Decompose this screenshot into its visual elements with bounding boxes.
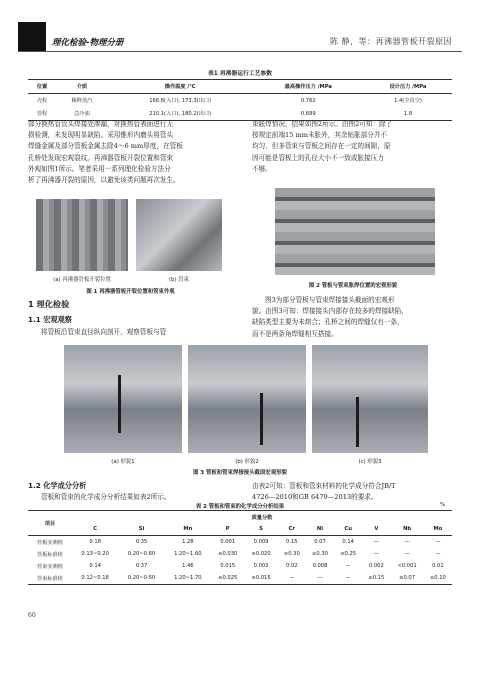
figure1a-subcaption: (a) 再沸器管板开裂位置: [53, 277, 111, 283]
table-row: [28, 94, 452, 108]
text-line: 均匀，但多管束与管板之间存在一定的间隙，原: [252, 142, 391, 151]
table2-cell: 0.001: [220, 539, 236, 545]
table1-header: 最高操作压力 /MPa: [284, 84, 332, 90]
table-row: [28, 560, 452, 572]
body-paragraph-left-1: [28, 119, 233, 186]
table2-cell: <0.001: [397, 563, 417, 569]
header-rule: [18, 51, 462, 52]
table2-cell: —: [435, 551, 441, 557]
table2-cell: 0.14: [89, 563, 101, 569]
text-line: 貌。由图3可知：焊接接头内部存在较多的焊接缺陷，: [252, 307, 408, 316]
figure3a-photo: [64, 345, 182, 453]
table2-cell: 0.009: [253, 539, 269, 545]
table1-header: 位置: [36, 84, 48, 90]
table2-caption: 表 2 管板和管束的化学成分分析结果: [195, 504, 285, 510]
crack-mark: [118, 375, 121, 433]
table2-cell: —: [345, 575, 351, 581]
table2-cell: 管束标准值: [37, 575, 63, 582]
table2-cell: ≤0.030: [218, 551, 238, 557]
table2-cell: 1.28: [182, 539, 194, 545]
body-paragraph-right-1: [252, 119, 454, 175]
text-line: 由表2可知：管板和管束材料的化学成分符合JB/T: [252, 482, 396, 490]
figure3c-photo: [312, 345, 428, 453]
text-line: 不够。: [252, 164, 272, 173]
table2-cell: ≤0.025: [218, 575, 238, 581]
figure3c-subcaption: (c) 形貌3: [358, 459, 382, 465]
figure1a-photo: [36, 199, 128, 271]
table2-cell: —: [373, 539, 379, 545]
running-header: 陈 静，等：再沸器管板开裂原因: [329, 37, 452, 46]
table2-cell: ≤0.07: [399, 575, 416, 581]
table2-cell: 0.12~0.18: [81, 575, 109, 581]
figure1-caption: 图 1 再沸器管板开裂位置和管束外观: [86, 289, 175, 295]
figure3a-subcaption: (a) 形貌1: [111, 459, 135, 465]
table2-cell: ≤0.020: [251, 551, 271, 557]
table2-cell: 0.02: [286, 563, 298, 569]
table2-cell: ≤0.15: [368, 575, 385, 581]
table2-cell: —: [404, 551, 410, 557]
table1-cell: 1.8: [403, 110, 413, 117]
table2-cell: 0.15: [286, 539, 298, 545]
body-paragraph-right-2: [252, 295, 454, 340]
figure1b-photo: [136, 199, 222, 271]
table2-header: V: [374, 526, 379, 532]
body-paragraph-right-3: [252, 481, 454, 503]
table2-cell: 1.46: [182, 563, 194, 569]
text-line: 损检测，未发现明显缺陷。采用锥形内磨头将管头: [28, 131, 174, 140]
table2-header: Cr: [288, 526, 295, 532]
table2-cell: 0.14: [342, 539, 354, 545]
table2-cell: 管束实测值: [37, 563, 63, 570]
table2-cell: 0.20~0.50: [127, 575, 156, 581]
table2-row-header-title: 项目: [44, 520, 56, 527]
table2-header: Nb: [403, 526, 412, 532]
table1-cell: 稀释蒸汽: [71, 98, 93, 104]
table1-cell: 急冷油: [74, 111, 90, 117]
text-line: 将管板沿管束直径纵向剖开，观察管板与管: [41, 328, 167, 336]
table2-cell: ≤0.015: [251, 575, 271, 581]
table2-header: Mo: [433, 526, 443, 532]
table2-header: S: [259, 526, 263, 532]
table1-cell: 1.4(全真空): [394, 98, 422, 104]
table2-cell: 0.13~0.20: [81, 551, 109, 557]
table2-cell: 管板标准值: [37, 551, 63, 558]
table1-header: 操作温度 /℃: [164, 84, 196, 90]
table2-header: Cu: [344, 526, 352, 532]
crack-mark: [260, 393, 263, 445]
table2-cell: 0.35: [135, 539, 148, 545]
text-line: 外观如图1所示。笔者采用一系列理化检验方法分: [28, 164, 171, 173]
page-number: 60: [28, 612, 36, 619]
table2-header: Mn: [183, 526, 193, 532]
table1-cell: 管程: [36, 111, 48, 117]
table1-cell: 壳程: [36, 98, 48, 104]
table2-cell: ≤0.30: [283, 551, 300, 557]
table2-unit: %: [440, 502, 446, 508]
subsection-heading: 1.1 宏观观察: [28, 315, 72, 324]
figure3-caption: 图 3 管板和管束焊接接头截面宏观形貌: [193, 470, 287, 476]
text-line: 4726—2010和GB 6479—2013的要求。: [252, 493, 378, 502]
crack-mark: [356, 397, 359, 447]
text-line: 析了再沸器开裂的原因，以避免该类问题再次发生。: [28, 176, 180, 185]
figure3b-photo: [188, 345, 306, 453]
text-line: 而不是两条角焊缝相互搭接。: [252, 329, 338, 338]
figure3b-subcaption: (b) 形貌2: [235, 459, 259, 465]
table2-cell: 0.015: [220, 563, 236, 569]
table2-cell: 0.07: [314, 539, 326, 545]
table1-header: 介质: [76, 84, 88, 90]
table2-cell: 0.003: [253, 563, 269, 569]
table2-header: Ni: [316, 526, 324, 532]
table2-cell: 0.20~0.60: [127, 551, 156, 557]
table1-caption: 表1 再沸器运行工艺参数: [207, 71, 273, 77]
body-paragraph-left-2: [28, 327, 233, 338]
table2-cell: —: [404, 539, 410, 545]
table2-cell: —: [317, 575, 323, 581]
text-line: 缺陷类型主要为未熔合；孔桥之间的焊缝仅有一条，: [252, 318, 404, 327]
table2-cell: 0.01: [432, 563, 444, 569]
text-line: 按规定前端15 mm未胀外，其余贴胀部分并不: [252, 131, 388, 140]
table2: [28, 510, 452, 585]
body-paragraph-left-3: 管板和管束的化学成分分析结果如表2所示。: [41, 493, 171, 501]
subsection-heading: 1.2 化学成分分析: [28, 481, 87, 490]
table1-cell: 166.8(入口), 173.3(出口): [149, 98, 212, 104]
table1: [28, 79, 452, 121]
table2-header: P: [225, 526, 230, 532]
table2-cell: ≤0.30: [312, 551, 328, 557]
table-row: [28, 536, 452, 549]
table2-cell: 0.37: [135, 563, 148, 569]
table2-header: Si: [138, 526, 145, 532]
section-heading: 1 理化检验: [28, 299, 70, 309]
table2-cell: 0.18: [89, 539, 101, 545]
table1-cell: 0.689: [300, 110, 316, 117]
table2-cell: 1.20~1.60: [174, 551, 202, 557]
table2-cell: 管板实测值: [37, 539, 63, 546]
figure2-photo: [275, 188, 435, 275]
table1-cell: 0.762: [300, 97, 316, 104]
table1-header: 设计压力 /MPa: [389, 84, 427, 90]
table2-cell: ≤0.25: [340, 551, 357, 557]
table1-cell: 210.1(入口), 180.2(出口): [149, 111, 212, 117]
table2-cell: —: [373, 551, 379, 557]
figure2-caption: 图 2 管板与管束胀焊位置的宏观形貌: [308, 283, 398, 289]
text-line: 图3为部分管板与管束焊接接头截面的宏观形: [265, 296, 395, 304]
journal-logo-mark: [18, 22, 46, 52]
table2-cell: —: [345, 563, 351, 569]
table2-group-header: 质量分数: [251, 514, 273, 521]
text-line: 束胀焊情况，结果如图2所示。由图2可知：除了: [252, 120, 393, 128]
table2-cell: —: [289, 575, 295, 581]
table2-cell: 1.20~1.70: [174, 575, 202, 581]
table-row: [28, 572, 452, 585]
text-line: 孔桥处发现宏观裂纹。再沸器管板开裂位置和管束: [28, 153, 174, 162]
text-line: 因可能是管板上的孔径大小不一致或胀接压力: [252, 153, 384, 162]
journal-logo-text: 理化检验-物理分册: [52, 38, 124, 48]
table2-cell: —: [435, 539, 441, 545]
figure1b-subcaption: (b) 管束: [168, 277, 190, 283]
table-row: [28, 548, 452, 560]
table2-cell: 0.008: [312, 563, 328, 569]
table2-cell: 0.002: [368, 563, 384, 569]
text-line: 部分换热管管头焊接处渗漏，对换热管表面进行无: [28, 120, 174, 128]
text-line: 焊缝金属及部分管板金属去除4～6 mm厚度，在管板: [28, 142, 183, 151]
table2-cell: ≤0.10: [429, 575, 446, 581]
table2-header: C: [93, 526, 98, 532]
